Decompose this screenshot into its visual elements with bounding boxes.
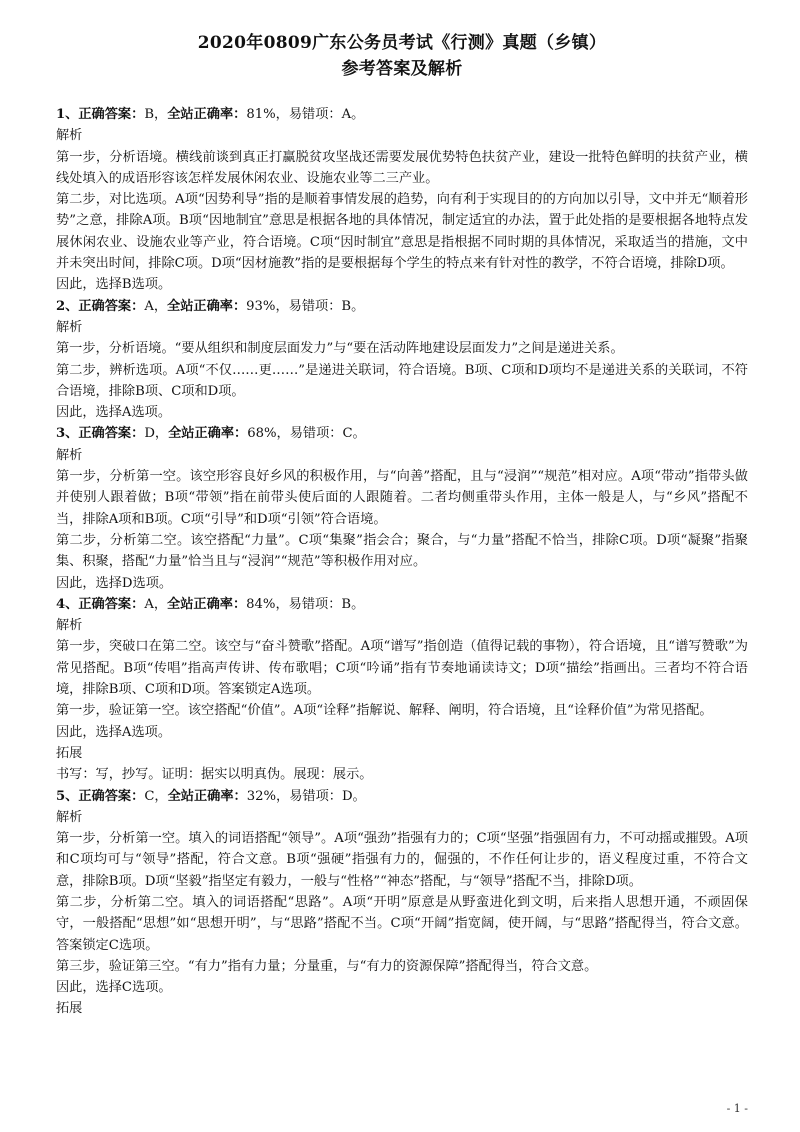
question-2-header: 2、正确答案：A，全站正确率：93%，易错项：B。 [56,298,365,314]
question-4 [56,594,748,786]
analysis-label: 解析 [56,618,83,634]
extend-label: 拓展 [56,1001,83,1017]
analysis-step: 第一步，分析语境。横线前谈到真正打赢脱贫攻坚战还需要发展优势特色扶贫产业，建设一批特色鲜明的扶贫产业，横线处填入的成语形容该怎样发展休闲农业、设施农业等二三产业。 [56,149,748,186]
analysis-step: 第一步，分析语境。“要从组织和制度层面发力”与“要在活动阵地建设层面发力”之间是递进关系。 [56,341,624,357]
title-spacer [56,82,748,104]
question-3 [56,423,748,593]
analysis-conclusion: 因此，选择B选项。 [56,277,172,293]
analysis-step: 第一步，验证第一空。该空搭配“价值”。A项“诠释”指解说、解释、阐明，符合语境，且“诠释价值”为常见搭配。 [56,703,713,719]
analysis-step: 第二步，分析第二空。填入的词语搭配“思路”。A项“开明”原意是从野蛮进化到文明，后来指人思想开通，不顽固保守，一般搭配“思想”如“思想开明”，与“思路”搭配不当。C项“开阔”指宽阔，使开阔，与“思路”搭配得当，符合文意。答案锁定C选项。 [56,894,748,953]
question-1 [56,104,748,296]
analysis-step: 第二步，辨析选项。A项“不仅……更……”是递进关联词，符合语境。B项、C项和D项均不是递进关系的关联词，不符合语境，排除B项、C项和D项。 [56,362,748,399]
document-title: 2020年0809广东公务员考试《行测》真题（乡镇） [197,33,607,53]
analysis-label: 解析 [56,809,83,825]
question-3-header: 3、正确答案：D，全站正确率：68%，易错项：C。 [56,426,366,442]
question-4-header: 4、正确答案：A，全站正确率：84%，易错项：B。 [56,596,365,612]
analysis-step: 第三步，验证第三空。“有力”指有力量；分量重，与“有力的资源保障”搭配得当，符合文意。 [56,958,598,974]
analysis-step: 第二步，分析第二空。该空搭配“力量”。C项“集聚”指会合；聚合，与“力量”搭配不恰当，排除C项。D项“凝聚”指聚集、积聚，搭配“力量”恰当且与“浸润”“规范”等积极作用对应。 [56,532,748,570]
analysis-conclusion: 因此，选择A选项。 [56,724,172,740]
analysis-label: 解析 [56,447,83,463]
extend-text: 书写：写，抄写。证明：据实以明真伪。展现：展示。 [56,767,373,783]
question-5 [56,786,748,1020]
document-subtitle: 参考答案及解析 [341,59,463,79]
analysis-step: 第二步，对比选项。A项“因势利导”指的是顺着事情发展的趋势，向有利于实现目的的方向加以引导，文中并无“顺着形势”之意，排除A项。B项“因地制宜”意思是根据各地的具体情况，制定适宜的办法，置于此处指的是要根据各地特点发展休闲农业、设施农业等产业，符合语境。C项“因时制宜”意思是指根据不同时期的具体情况，采取适当的措施，文中并未突出时间，排除C项。D项“因材施教”指的是要根据每个学生的特点来有针对性的教学，不符合语境，排除D项。 [56,192,748,272]
question-5-header: 5、正确答案：C，全站正确率：32%，易错项：D。 [56,788,366,804]
analysis-step: 第一步，突破口在第二空。该空与“奋斗赞歌”搭配。A项“谱写”指创造（值得记载的事物），符合语境，且“谱写赞歌”为常见搭配。B项“传唱”指高声传讲、传布歌唱；C项“吟诵”指有节奏地诵读诗文；D项“描绘”指画出。三者均不符合语境，排除B项、C项和D项。答案锁定A选项。 [56,639,748,698]
question-2 [56,296,748,424]
question-1-header: 1、正确答案：B，全站正确率：81%，易错项：A。 [56,107,365,122]
extend-label: 拓展 [56,745,83,761]
analysis-step: 第一步，分析第一空。填入的词语搭配“领导”。A项“强劲”指强有力的；C项“坚强”指强固有力，不可动摇或摧毁。A项和C项均可与“领导”搭配，符合文意。B项“强硬”指强有力的，倔强的，不作任何让步的，语义程度过重，不符合文意，排除B项。D项“坚毅”指坚定有毅力，一般与“性格”“神态”搭配，与“领导”搭配不当，排除D项。 [56,831,748,889]
analysis-conclusion: 因此，选择C选项。 [56,980,172,996]
analysis-conclusion: 因此，选择A选项。 [56,405,172,421]
analysis-label: 解析 [56,319,83,335]
analysis-step: 第一步，分析第一空。该空形容良好乡风的积极作用，与“向善”搭配，且与“浸润”“规范”相对应。A项“带动”指带头做并使别人跟着做；B项“带领”指在前带头使后面的人跟随着。二者均侧重带头作用，主体一般是人，与“乡风”搭配不当，排除A项和B项。C项“引导”和D项“引领”符合语境。 [56,469,748,527]
analysis-label: 解析 [56,128,83,144]
analysis-conclusion: 因此，选择D选项。 [56,575,173,591]
page-number: - 1 - [726,1102,748,1115]
